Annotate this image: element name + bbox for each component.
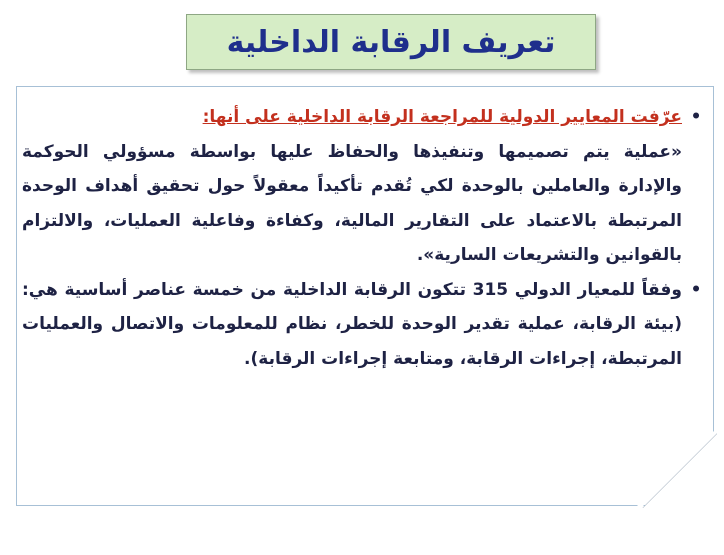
page-curl-corner — [637, 430, 717, 508]
components-text: وفقاً للمعيار الدولي 315 تتكون الرقابة الداخلية من خمسة عناصر أساسية هي: (بيئة الرقابة، عملية تقدير الوحدة للخطر، نظام للمعلومات والاتصال والعمليات المرتبطة، إجراءات الرقابة، ومتابعة إجراءات الرقابة). — [22, 279, 682, 369]
bullet-icon: • — [690, 107, 702, 127]
content-body — [22, 100, 706, 376]
definition-lead: عرّفت المعايير الدولية للمراجعة الرقابة الداخلية على أنها: — [202, 107, 682, 127]
paragraph-components — [22, 273, 706, 377]
page-title: تعريف الرقابة الداخلية — [226, 24, 556, 60]
bullet-icon: • — [690, 279, 702, 300]
title-banner — [186, 14, 596, 70]
definition-text: «عملية يتم تصميمها وتنفيذها والحفاظ عليها بواسطة مسؤولي الحوكمة والإدارة والعاملين بالوحدة لكي تُقدم تأكيداً معقولاً حول تحقيق أهداف الوحدة المرتبطة بالاعتماد على التقارير المالية، وكفاءة وفاعلية العمليات، والالتزام بالقوانين والتشريعات السارية». — [22, 141, 682, 265]
paragraph-definition — [22, 100, 706, 273]
